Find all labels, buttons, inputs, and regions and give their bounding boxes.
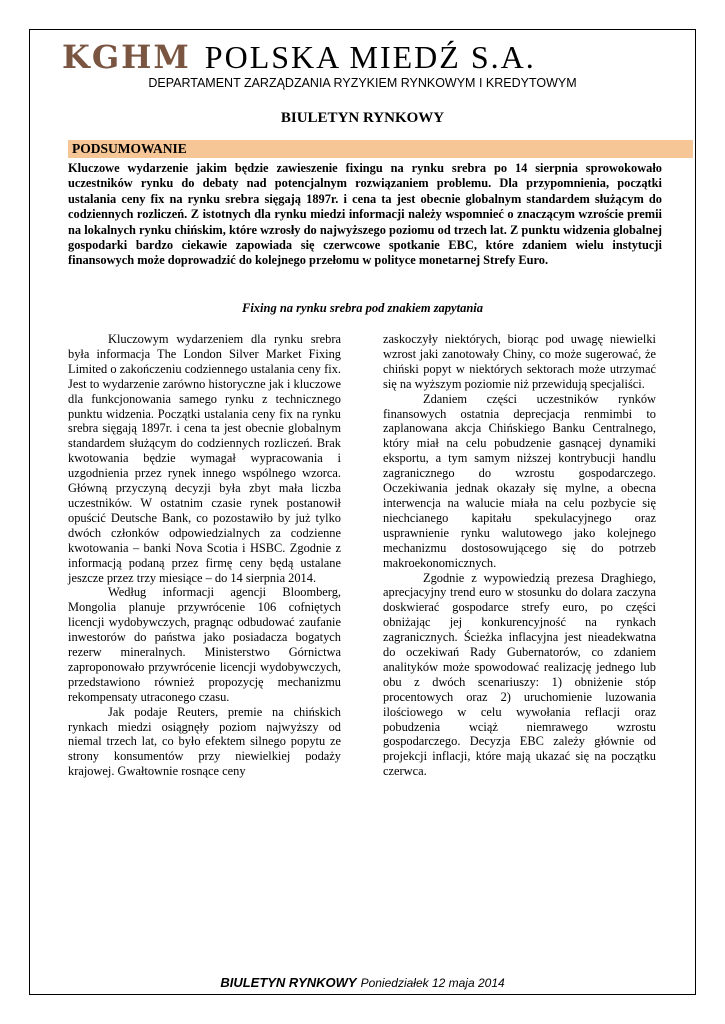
company-logo <box>62 38 662 74</box>
article-paragraph: Zdaniem części uczestników rynków finansowych ostatnia deprecjacja renmimbi to zaplanowana akcja Chińskiego Banku Centralnego, który miał na celu pobudzenie gasnącej dynamiki eksportu, a tym samym niższej kontrybucji handlu zagranicznego do wzrostu gospodarczego. Oczekiwania jednak okazały się mylne, a obecna interwencja na walucie miała na celu pozbycie się niechcianego kapitału spekulacyjnego oraz usprawnienie rynku walutowego jako kolejnego mechanizmu dostosowującego się do potrzeb makroekonomicznych. <box>383 391 656 570</box>
summary-text: Kluczowe wydarzenie jakim będzie zawieszenie fixingu na rynku srebra po 14 sierpnia sprowokowało uczestników rynku do debaty nad potencjalnym rozwiązaniem problemu. Dla przypomnienia, początki ustalania ceny fix na rynku srebra sięgają 1897r. i cena ta jest obecnie globalnym standardem służącym do codziennych rozliczeń. Z istotnych dla rynku miedzi informacji należy wspomnieć o znaczącym wzroście premii na lokalnych rynku chińskim, które wzrosły do najwyższego poziomu od trzech lat. Z punktu widzenia globalnej gospodarki bardzo ciekawie zapowiada się czerwcowe spotkanie EBC, które zdaniem wielu instytucji finansowych może doprowadzić do kolejnego przełomu w polityce monetarnej Strefy Euro. <box>68 161 662 268</box>
bulletin-title: BIULETYN RYNKOWY <box>280 110 445 126</box>
footer-title: BIULETYN RYNKOWY <box>220 975 357 990</box>
article-paragraph: Według informacji agencji Bloomberg, Mongolia planuje przywrócenie 106 cofniętych licencji wydobywczych, pragnąc odbudować zaufanie inwestorów do państwa jako posiadacza bogatych rezerw mineralnych. Ministerstwo Górnictwa zaproponowało przywrócenie licencji wydobywczych, przedstawiono również propozycję mechanizmu rekompensaty utraconego czasu. <box>68 585 341 704</box>
page-footer <box>29 975 696 990</box>
article-paragraph: Jak podaje Reuters, premie na chińskich rynkach miedzi osiągnęły poziom najwyższy od niemal trzech lat, co było efektem silnego popytu ze strony konsumentów przy niewielkiej podaży krajowej. Gwałtownie rosnące ceny <box>68 704 341 779</box>
article-column-left <box>68 332 341 779</box>
company-name: POLSKA MIEDŹ S.A. <box>204 39 536 75</box>
summary-heading: PODSUMOWANIE <box>68 140 693 158</box>
article-paragraph: Zgodnie z wypowiedzią prezesa Draghiego, aprecjacyjny trend euro w stosunku do dolara zaczyna doskwierać gospodarce strefy euro, po części obniżając jej konkurencyjność na rynkach zagranicznych. Ścieżka inflacyjna jest nieadekwatna do oczekiwań Rady Gubernatorów, co zdaniem analityków może spowodować realizację jednego lub obu z dwóch scenariuszy: 1) obniżenie stóp procentowych oraz 2) uruchomienie luzowania ilościowego w celu wywołania reflacji oraz pobudzenia wciąż niemrawego wzrostu gospodarczego. Decyzja EBC zależy głównie od projekcji inflacji, które mają ukazać się na początku czerwca. <box>383 570 656 779</box>
article-paragraph: zaskoczyły niektórych, biorąc pod uwagę niewielki wzrost jaki zanotowały Chiny, co może sugerować, że chiński popyt w niektórych sektorach może utrzymać się na wyższym poziomie niż przewidują specjaliści. <box>383 332 656 391</box>
article-title: Fixing na rynku srebra pod znakiem zapytania <box>241 301 483 315</box>
footer-date: Poniedziałek 12 maja 2014 <box>360 976 505 990</box>
brand-name: KGHM <box>62 38 191 76</box>
article-column-right <box>383 332 656 779</box>
article-paragraph: Kluczowym wydarzeniem dla rynku srebra była informacja The London Silver Market Fixing Limited o zakończeniu codziennego ustalania ceny fix. Jest to wydarzenie zarówno historyczne jak i kluczowe dla funkcjonowania samego rynku z technicznego punktu widzenia. Początki ustalania ceny fix na rynku srebra sięgają 1897r. i cena ta jest obecnie globalnym standardem służącym do codziennych rozliczeń. Brak kwotowania będzie wymagał wypracowania i uzgodnienia przez rynek innego wspólnego wzorca. Główną przyczyną decyzji była zbyt mała liczba uczestników. W ostatnim czasie rynek postanowił opuścić Deutsche Bank, co pozostawiło by już tylko dwóch członków odpowiedzialnych za codzienne kwotowania – banki Nova Scotia i HSBC. Zgodnie z informacją podaną przez firmę ceny będą ustalane jeszcze przez trzy miesiące – do 14 sierpnia 2014. <box>68 332 341 585</box>
department-name: DEPARTAMENT ZARZĄDZANIA RYZYKIEM RYNKOWYM I KREDYTOWYM <box>148 76 577 90</box>
